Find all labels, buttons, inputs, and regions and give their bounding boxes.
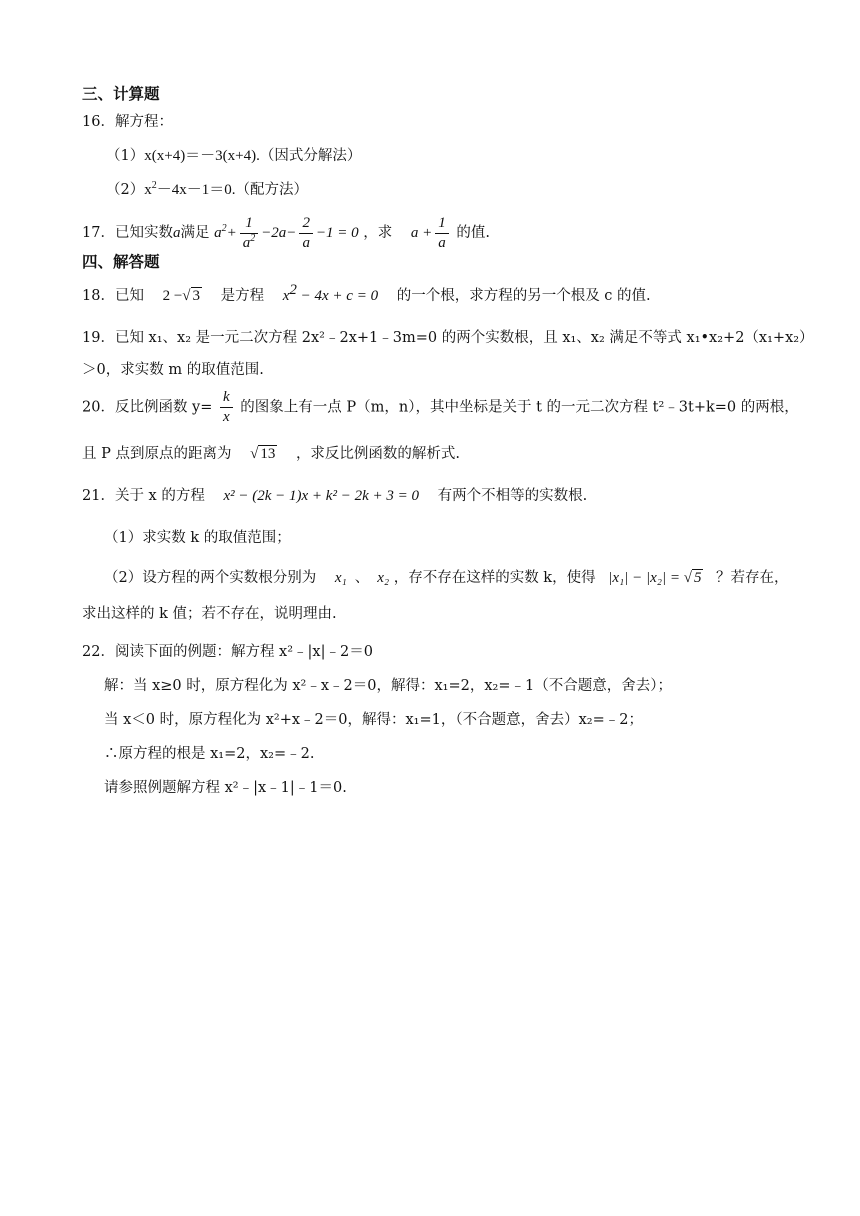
question-number: 18． bbox=[82, 288, 115, 304]
question-21-part-2-line-2: 求出这样的 k 值；若不存在，说明理由. bbox=[82, 606, 337, 622]
question-number: 16． bbox=[82, 114, 115, 130]
question-22-example-conclusion: ∴原方程的根是 x₁=2，x₂=﹣2. bbox=[104, 746, 315, 762]
question-21-part-2: （2）设方程的两个实数根分别为 x₁ 、 x₂ ，存不存在这样的实数 k，使得 |x₁| − |x₂| = √ 5 ？若存在， bbox=[104, 570, 789, 586]
equation: x(x+4)＝－3(x+4). bbox=[144, 148, 260, 164]
equation: $x^2 - 4x + c = 0$ bbox=[282, 282, 379, 304]
part-label: （1） bbox=[106, 148, 145, 164]
question-number: 19． bbox=[82, 330, 115, 346]
question-number: 21． bbox=[82, 488, 115, 504]
question-22-task: 请参照例题解方程 x²﹣|x﹣1|﹣1＝0. bbox=[104, 780, 347, 796]
root-expression: √ 13 bbox=[250, 446, 276, 462]
fraction: $\frac{2}{a}$ bbox=[299, 216, 313, 251]
section-title-calculation: 三、计算题 bbox=[82, 85, 160, 103]
question-16-part-1 bbox=[106, 146, 820, 166]
condition-expression: |x₁| − |x₂| = √ 5 bbox=[608, 570, 702, 586]
question-17: 17．已知实数a满足 $a^2+$ $\frac{1}{a^2}$ −2a− $\frac{2}{a}$ −1 = 0 ，求 a + $\frac{1}{a}$ 的值. bbox=[82, 215, 490, 252]
fraction: $\frac{1}{a}$ bbox=[435, 216, 449, 251]
question-20: 20．反比例函数 y= $\frac{k}{x}$ 的图象上有一点 P（m，n），其中坐标是关于 t 的一元二次方程 t²﹣3t+k=0 的两根， bbox=[82, 389, 799, 425]
question-number: 17． bbox=[82, 225, 115, 241]
question-21-part-1: （1）求实数 k 的取值范围； bbox=[104, 530, 291, 546]
question-18: 18．已知 2 −√ 3 是方程 $x^2 - 4x + c = 0$ 的一个根，求方程的另一个根及 c 的值. bbox=[82, 282, 651, 304]
fraction: $\frac{k}{x}$ bbox=[220, 390, 233, 425]
equation: $x^2-4x-1=0$. bbox=[144, 180, 236, 198]
question-22-example-line-2: 当 x＜0 时，原方程化为 x²+x﹣2＝0，解得：x₁=1，（不合题意，舍去）x₂=﹣2； bbox=[104, 712, 643, 728]
question-22: 22．阅读下面的例题：解方程 x²﹣|x|﹣2＝0 bbox=[82, 644, 373, 660]
fraction: $\frac{1}{a^2}$ bbox=[240, 216, 259, 251]
equation: x² − (2k − 1)x + k² − 2k + 3 = 0 bbox=[223, 488, 419, 504]
question-number: 20． bbox=[82, 399, 115, 416]
question-text: 解方程： bbox=[114, 114, 173, 130]
method-note: （因式分解法） bbox=[259, 148, 362, 164]
question-16-part-2 bbox=[106, 180, 820, 200]
question-20-line-2: 且 P 点到原点的距离为 √ 13 ，求反比例函数的解析式. bbox=[82, 446, 461, 462]
root-expression: 2 −√ 3 bbox=[162, 288, 201, 304]
part-label: （2） bbox=[106, 182, 145, 198]
question-number: 22． bbox=[82, 644, 115, 660]
equation: $a^2+$ $\frac{1}{a^2}$ −2a− $\frac{2}{a}$ −1 = 0 bbox=[214, 215, 359, 252]
section-title-answers: 四、解答题 bbox=[82, 253, 160, 271]
question-19-line-2: ＞0，求实数 m 的取值范围. bbox=[82, 362, 264, 378]
question-21: 21．关于 x 的方程 x² − (2k − 1)x + k² − 2k + 3 = 0 有两个不相等的实数根. bbox=[82, 488, 588, 504]
question-16 bbox=[82, 112, 820, 132]
expression: a + $\frac{1}{a}$ bbox=[411, 225, 452, 241]
question-19: 19．已知 x₁、x₂ 是一元二次方程 2x²﹣2x+1﹣3m=0 的两个实数根，且 x₁、x₂ 满足不等式 x₁•x₂+2（x₁+x₂） bbox=[82, 330, 814, 346]
question-22-example-line-1: 解：当 x≥0 时，原方程化为 x²﹣x﹣2＝0，解得：x₁=2，x₂=﹣1（不合题意，舍去）； bbox=[104, 678, 672, 694]
method-note: （配方法） bbox=[235, 182, 308, 198]
